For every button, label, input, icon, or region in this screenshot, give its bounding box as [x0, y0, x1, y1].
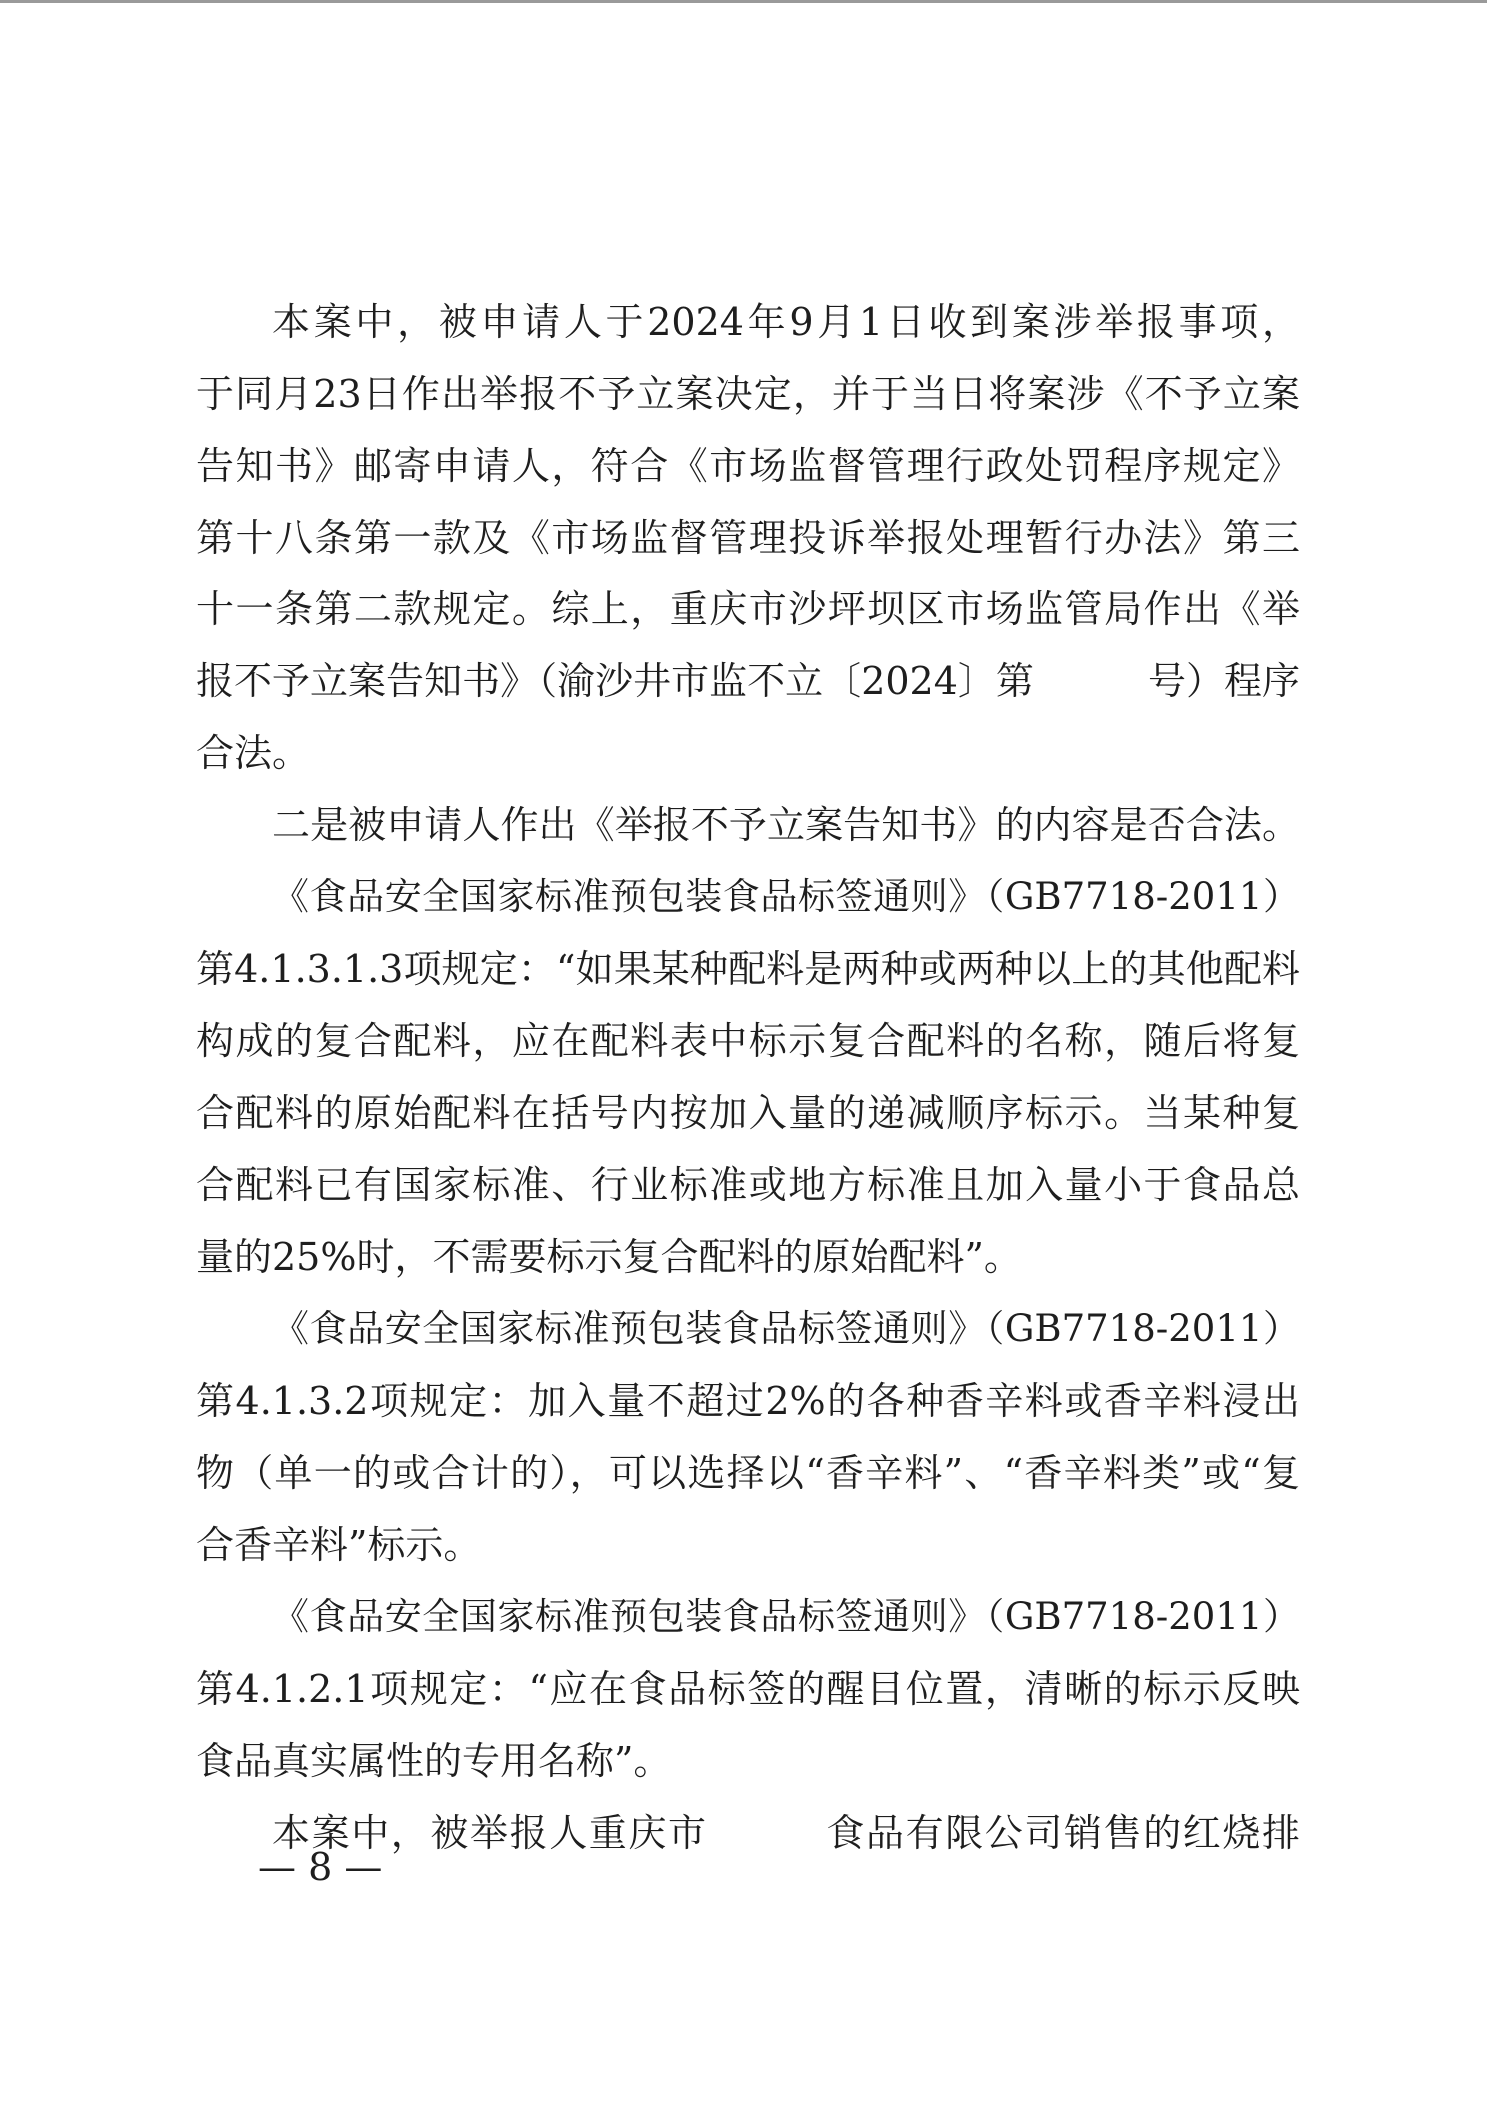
- text-line: 《食品安全国家标准预包装食品标签通则》（GB7718-2011）: [272, 875, 1300, 918]
- text-line: 合法。: [196, 731, 311, 775]
- text-line: 告知书》邮寄申请人，符合《市场监督管理行政处罚程序规定》: [196, 444, 1300, 488]
- text-line: 二是被申请人作出《举报不予立案告知书》的内容是否合法。: [272, 803, 1300, 847]
- text-line: 合配料的原始配料在括号内按加入量的递减顺序标示。当某种复: [196, 1091, 1300, 1135]
- text-line: 物（单一的或合计的），可以选择以“香辛料”、“香辛料类”或“复: [196, 1451, 1300, 1495]
- text-line: 合香辛料”标示。: [196, 1523, 482, 1567]
- text-line: 本案中，被举报人重庆市 食品有限公司销售的红烧排: [272, 1811, 1300, 1855]
- text-line: 十一条第二款规定。综上，重庆市沙坪坝区市场监管局作出《举: [196, 587, 1300, 631]
- text-line: 第十八条第一款及《市场监督管理投诉举报处理暂行办法》第三: [196, 516, 1300, 560]
- text-line: 食品真实属性的专用名称”。: [196, 1739, 672, 1783]
- text-line: 第4.1.3.2项规定：加入量不超过2%的各种香辛料或香辛料浸出: [196, 1379, 1300, 1423]
- text-line: 量的25%时，不需要标示复合配料的原始配料”。: [196, 1235, 1022, 1279]
- text-line: 《食品安全国家标准预包装食品标签通则》（GB7718-2011）: [272, 1307, 1300, 1350]
- text-line: 合配料已有国家标准、行业标准或地方标准且加入量小于食品总: [196, 1163, 1300, 1207]
- text-line: 第4.1.3.1.3项规定：“如果某种配料是两种或两种以上的其他配料: [196, 947, 1300, 991]
- text-line: 本案中，被申请人于2024年9月1日收到案涉举报事项，: [272, 300, 1300, 344]
- text-line: 于同月23日作出举报不予立案决定，并于当日将案涉《不予立案: [196, 372, 1300, 416]
- text-line: 《食品安全国家标准预包装食品标签通则》（GB7718-2011）: [272, 1595, 1300, 1638]
- text-line: 构成的复合配料，应在配料表中标示复合配料的名称，随后将复: [196, 1019, 1300, 1063]
- text-line: 报不予立案告知书》（渝沙井市监不立〔2024〕第 号）程序: [196, 659, 1300, 703]
- top-edge-rule: [0, 0, 1487, 3]
- page-number: — 8 —: [258, 1845, 383, 1889]
- text-line: 第4.1.2.1项规定：“应在食品标签的醒目位置，清晰的标示反映: [196, 1667, 1300, 1711]
